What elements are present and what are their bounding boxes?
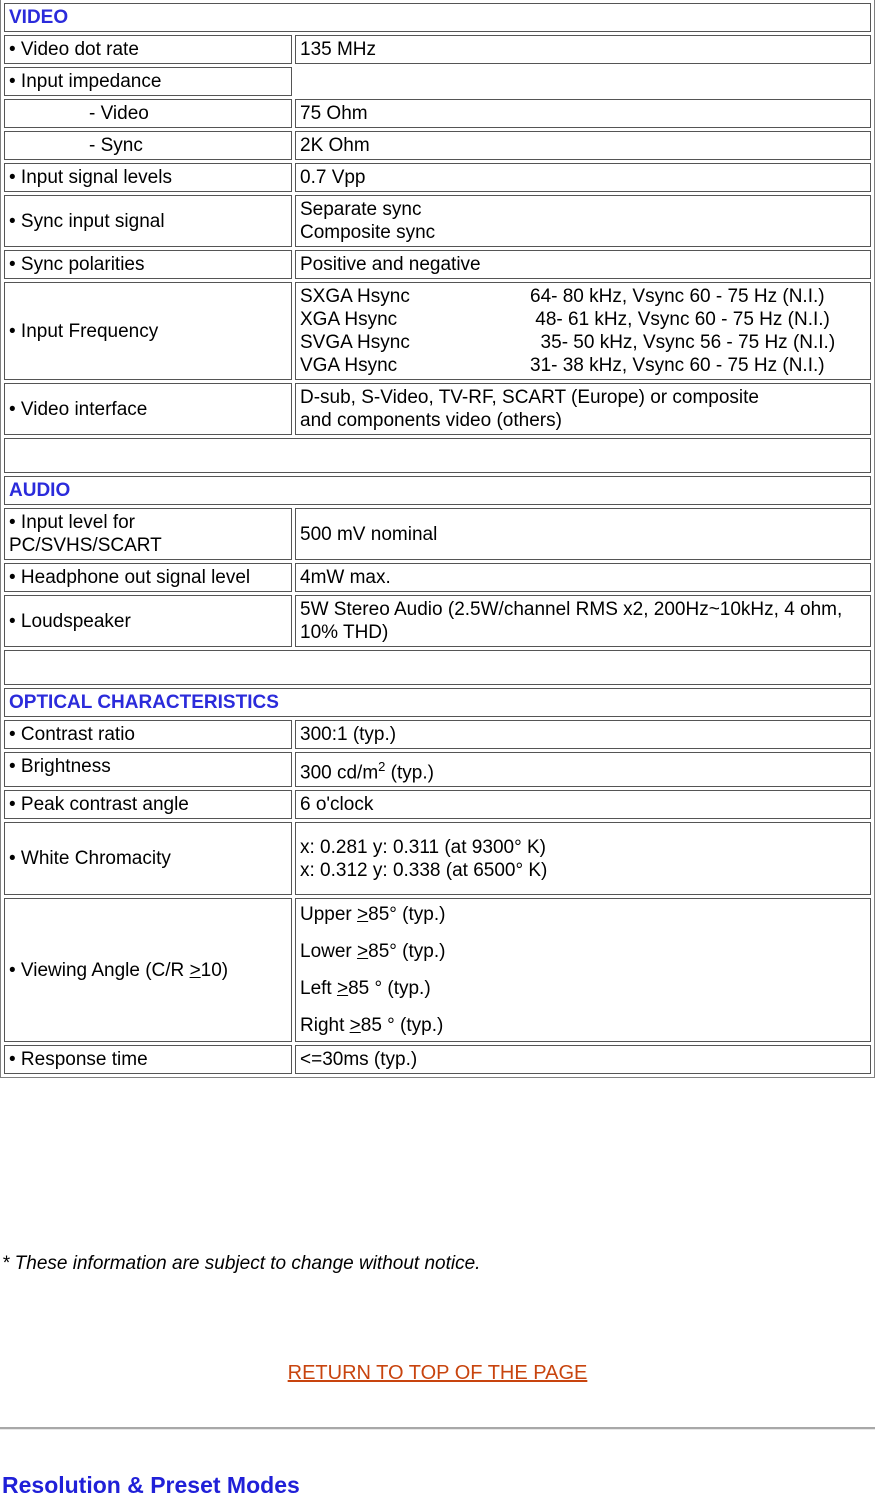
spec-label: • Contrast ratio <box>4 720 292 749</box>
angle-value: 85 ° (typ.) <box>348 978 431 1000</box>
table-row <box>4 131 871 160</box>
spec-label: • Video interface <box>4 383 292 435</box>
spec-label: • Headphone out signal level <box>4 563 292 592</box>
table-row <box>4 67 871 96</box>
table-row <box>4 99 871 128</box>
spec-label <box>4 131 292 160</box>
value-text: (typ.) <box>385 762 434 784</box>
spec-label: • Input signal levels <box>4 163 292 192</box>
spec-value <box>295 383 871 435</box>
spec-label: • Sync polarities <box>4 250 292 279</box>
angle-value: 85° (typ.) <box>368 941 446 963</box>
label-text: 10) <box>200 959 229 981</box>
table-row <box>4 898 871 1042</box>
spec-value <box>295 752 871 787</box>
table-row <box>4 383 871 435</box>
frequency-mode-row <box>300 354 866 377</box>
frequency-mode-row <box>300 285 866 308</box>
spec-value: 135 MHz <box>295 35 871 64</box>
angle-value: 85° (typ.) <box>368 904 446 926</box>
table-row <box>4 822 871 895</box>
value-line: x: 0.281 y: 0.311 (at 9300° K) <box>300 836 546 858</box>
return-to-top-link[interactable]: RETURN TO TOP OF THE PAGE <box>287 1362 588 1384</box>
angle-name: Lower <box>300 941 358 963</box>
table-row <box>4 35 871 64</box>
mode-value: 35- 50 kHz, Vsync 56 - 75 Hz (N.I.) <box>530 332 836 353</box>
mode-value: 64- 80 kHz, Vsync 60 - 75 Hz (N.I.) <box>530 286 825 307</box>
frequency-mode-row <box>300 308 866 331</box>
table-row <box>4 282 871 380</box>
spec-label: • Input Frequency <box>4 282 292 380</box>
table-row <box>4 720 871 749</box>
mode-name: VGA Hsync <box>300 355 398 376</box>
angle-name: Left <box>300 978 337 1000</box>
angle-symbol: > <box>349 1015 361 1037</box>
spec-value <box>295 195 871 247</box>
spec-label: • Peak contrast angle <box>4 790 292 819</box>
spec-value <box>295 822 871 895</box>
table-row <box>4 508 871 560</box>
return-link-container <box>0 1362 875 1385</box>
spec-label: • Input impedance <box>4 67 292 96</box>
spec-label: • Sync input signal <box>4 195 292 247</box>
mode-name: SVGA Hsync <box>300 332 410 353</box>
empty-cell <box>295 67 871 96</box>
angle-line <box>300 940 866 963</box>
mode-name: SXGA Hsync <box>300 286 410 307</box>
spec-label <box>4 898 292 1042</box>
spec-sublabel: - Sync <box>89 135 143 156</box>
label-line: • Input level for <box>9 512 135 533</box>
angle-value: 85 ° (typ.) <box>360 1015 444 1037</box>
spec-value: 75 Ohm <box>295 99 871 128</box>
spacer-row <box>4 650 871 685</box>
audio-section-heading: AUDIO <box>4 476 871 505</box>
table-row <box>4 595 871 647</box>
angle-name: Upper <box>300 904 358 926</box>
label-text: • Viewing Angle (C/R <box>9 959 190 981</box>
mode-value: 31- 38 kHz, Vsync 60 - 75 Hz (N.I.) <box>530 355 825 376</box>
mode-name: XGA Hsync <box>300 309 398 330</box>
resolution-preset-heading: Resolution & Preset Modes <box>2 1472 300 1498</box>
spacer-row <box>4 438 871 473</box>
spec-value: 6 o'clock <box>295 790 871 819</box>
spec-label <box>4 508 292 560</box>
spec-value: Positive and negative <box>295 250 871 279</box>
value-line: x: 0.312 y: 0.338 (at 6500° K) <box>300 859 548 881</box>
spec-value <box>295 282 871 380</box>
value-line: Separate sync <box>300 199 422 220</box>
line-gap <box>300 1000 866 1014</box>
value-line: and components video (others) <box>300 410 562 431</box>
value-line: Composite sync <box>300 222 436 243</box>
angle-name: Right <box>300 1015 350 1037</box>
spec-value: 2K Ohm <box>295 131 871 160</box>
spec-label: • White Chromacity <box>4 822 292 895</box>
table-row <box>4 250 871 279</box>
frequency-mode-row <box>300 331 866 354</box>
spec-label: • Response time <box>4 1045 292 1074</box>
horizontal-divider <box>0 1427 875 1430</box>
spec-value: 5W Stereo Audio (2.5W/channel RMS x2, 200Hz~10kHz, 4 ohm, 10% THD) <box>295 595 871 647</box>
line-gap <box>300 926 866 940</box>
table-row <box>4 790 871 819</box>
spec-value: 4mW max. <box>295 563 871 592</box>
spec-value: 0.7 Vpp <box>295 163 871 192</box>
spec-label: • Video dot rate <box>4 35 292 64</box>
video-section-heading: VIDEO <box>4 3 871 32</box>
angle-line <box>300 903 866 926</box>
line-gap <box>300 963 866 977</box>
spec-sublabel: - Video <box>89 103 149 124</box>
table-row <box>4 752 871 787</box>
optical-section-heading: OPTICAL CHARACTERISTICS <box>4 688 871 717</box>
spec-label: • Brightness <box>4 752 292 787</box>
table-row <box>4 563 871 592</box>
value-line: D-sub, S-Video, TV-RF, SCART (Europe) or composite <box>300 387 759 408</box>
angle-symbol: > <box>357 904 369 926</box>
value-superscript: 2 <box>378 759 386 774</box>
label-symbol: > <box>189 959 201 981</box>
spec-value: <=30ms (typ.) <box>295 1045 871 1074</box>
table-row <box>4 195 871 247</box>
angle-symbol: > <box>336 978 349 1000</box>
table-row <box>4 163 871 192</box>
angle-line <box>300 977 866 1000</box>
angle-line <box>300 1014 866 1037</box>
value-text: 300 cd/m <box>300 762 379 784</box>
spec-label <box>4 99 292 128</box>
mode-value: 48- 61 kHz, Vsync 60 - 75 Hz (N.I.) <box>530 309 830 330</box>
spec-label: • Loudspeaker <box>4 595 292 647</box>
table-row <box>4 1045 871 1074</box>
spec-value: 500 mV nominal <box>295 508 871 560</box>
angle-symbol: > <box>357 941 369 963</box>
spec-value: 300:1 (typ.) <box>295 720 871 749</box>
label-line: PC/SVHS/SCART <box>9 535 162 556</box>
footnote: * These information are subject to change without notice. <box>2 1253 481 1274</box>
spec-value <box>295 898 871 1042</box>
